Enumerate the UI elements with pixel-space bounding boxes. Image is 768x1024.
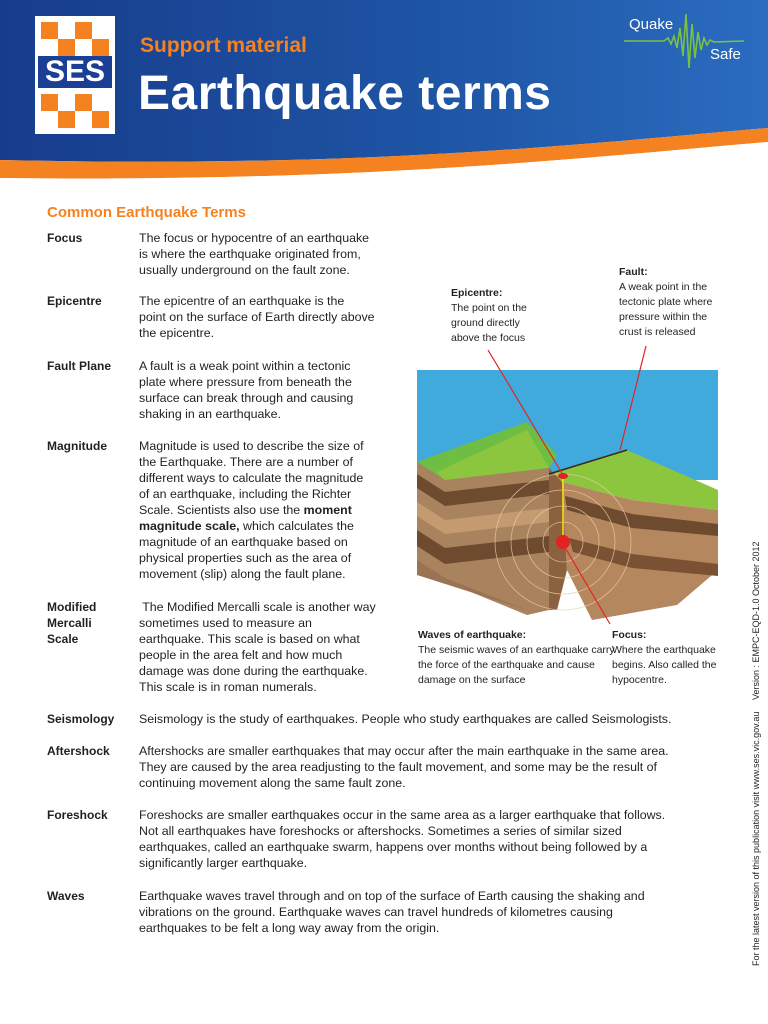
diagram-label-focus: Focus: Where the earthquake begins. Also called the hypocentre.	[612, 629, 717, 686]
definition-line: The Modified Mercalli scale is another way	[139, 600, 376, 614]
bold-magnitude-scale: magnitude scale,	[139, 519, 240, 533]
term-focus: Focus	[47, 231, 83, 245]
term-modified-mercalli-scale: Modified Mercalli Scale	[47, 600, 97, 646]
section-title: Common Earthquake Terms	[47, 204, 246, 221]
definition-line: Not all earthquakes have foreshocks or aftershocks. Sometimes a series of similar sized	[139, 824, 622, 838]
term-aftershock: Aftershock	[47, 744, 110, 758]
definition-line: different ways to calculate the magnitude	[139, 471, 364, 485]
term-epicentre: Epicentre	[47, 294, 102, 308]
page-title: Earthquake terms	[138, 67, 552, 120]
definition-line: usually underground on the fault zone.	[139, 263, 350, 277]
definition-line: magnitude scale, which calculates the	[139, 519, 354, 533]
ses-logo-text: SES	[38, 56, 112, 88]
term-waves: Waves	[47, 889, 85, 903]
quakesafe-safe-text: Safe	[710, 46, 741, 63]
support-material-label: Support material	[140, 34, 307, 57]
definition-line: Seismology is the study of earthquakes. People who study earthquakes are called Seismologists.	[139, 712, 672, 726]
definition-line: This scale is in roman numerals.	[139, 680, 317, 694]
term-seismology: Seismology	[47, 712, 115, 726]
definition-line: earthquakes, called an earthquake swarm, happens over months without being followed by a	[139, 840, 648, 854]
definition-line: plate where pressure from beneath the	[139, 375, 352, 389]
definition-line: The focus or hypocentre of an earthquake	[139, 231, 370, 245]
definition-line: people in the area felt and how much	[139, 648, 343, 662]
definition-line: magnitude of an earthquake based on	[139, 535, 348, 549]
term-magnitude: Magnitude	[47, 439, 107, 453]
definition-line: They are caused by the area readjusting to the fault movement, and some may be the result of	[139, 760, 657, 774]
definition-line: vibrations on the ground. Earthquake waves can travel hundreds of kilometres causing	[139, 905, 613, 919]
diagram-label-epicentre: Epicentre: The point on the ground directly above the focus	[451, 287, 527, 344]
diagram-label-waves: Waves of earthquake: The seismic waves of an earthquake carry the force of the earthquake and cause damage on the surface	[418, 629, 615, 686]
definition-line: significantly larger earthquake.	[139, 856, 308, 870]
definition-line: Foreshocks are smaller earthquakes occur in the same area as a larger earthquake that follows.	[139, 808, 666, 822]
definition-line: A fault is a weak point within a tectonic	[139, 359, 351, 373]
definition-line: continuing movement along the same fault zone.	[139, 776, 406, 790]
definition-line: Aftershocks are smaller earthquakes that may occur after the main earthquake in the same area.	[139, 744, 669, 758]
diagram-label-fault: Fault: A weak point in the tectonic plate where pressure within the crust is released	[619, 266, 713, 338]
definition-line: of an earthquake, including the Richter	[139, 487, 352, 501]
definition-line: Earthquake waves travel through and on top of the surface of Earth causing the shaking and	[139, 889, 645, 903]
definition-line: point on the surface of Earth directly above	[139, 310, 375, 324]
definition-line: earthquake. This scale is based on what	[139, 632, 360, 646]
definition-line: earthquakes to be felt a long way away from the origin.	[139, 921, 440, 935]
definition-line: is where the earthquake originated from,	[139, 247, 361, 261]
definition-line: Magnitude is used to describe the size of	[139, 439, 364, 453]
definition-line: the Earthquake. There are a number of	[139, 455, 353, 469]
definition-line: sometimes used to measure an	[139, 616, 312, 630]
definition-line: The epicentre of an earthquake is the	[139, 294, 345, 308]
version-text: Version : EMPC-EQD-1.0 October 2012	[751, 541, 761, 700]
term-foreshock: Foreshock	[47, 808, 108, 822]
latest-version-text: For the latest version of this publication visit www.ses.vic.gov.au	[751, 711, 761, 966]
definition-line: physical properties such as the area of	[139, 551, 352, 565]
quakesafe-quake-text: Quake	[629, 16, 674, 33]
definition-line: Scale. Scientists also use the moment	[139, 503, 352, 517]
bold-moment: moment	[303, 503, 352, 517]
term-fault-plane: Fault Plane	[47, 359, 112, 373]
definition-line: the epicentre.	[139, 326, 215, 340]
definition-line: shaking in an earthquake.	[139, 407, 281, 421]
definition-line: surface can break through and causing	[139, 391, 354, 405]
definition-line: movement (slip) along the fault plane.	[139, 567, 346, 581]
definition-line: damage was done during the earthquake.	[139, 664, 368, 678]
